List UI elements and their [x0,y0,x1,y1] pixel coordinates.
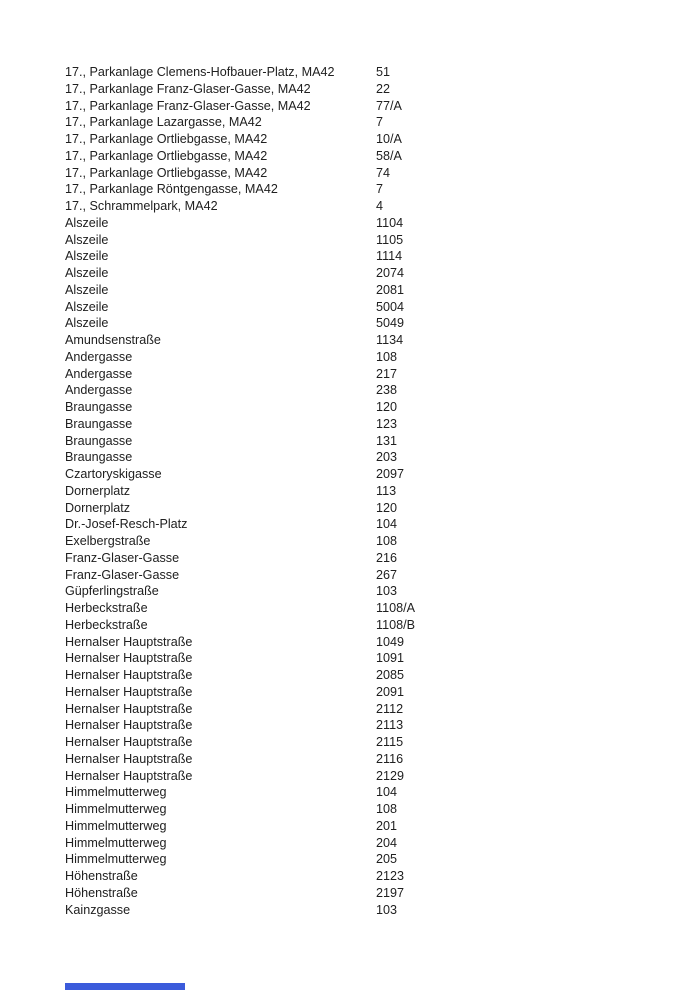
location-name: 17., Parkanlage Franz-Glaser-Gasse, MA42 [65,81,311,96]
list-row [65,449,665,466]
location-number: 2081 [376,282,405,297]
location-number: 203 [376,450,398,465]
location-name: Hernalser Hauptstraße [65,684,193,699]
list-row [65,516,665,533]
location-number: 51 [376,65,391,79]
location-name: 17., Parkanlage Ortliebgasse, MA42 [65,132,268,146]
location-number: 267 [376,567,398,582]
list-row [65,382,665,399]
list-row [65,366,665,383]
list-row [65,282,665,299]
list-row [65,148,665,165]
location-name: Hernalser Hauptstraße [65,634,193,649]
location-name: Braungasse [65,400,133,414]
location-number: 77/A [376,98,402,113]
list-row [65,567,665,584]
list-row [65,717,665,734]
location-name: Franz-Glaser-Gasse [65,567,180,582]
location-name: Andergasse [65,383,133,398]
location-name: Alszeile [65,232,109,247]
list-row [65,433,665,450]
location-name: Himmelmutterweg [65,818,167,833]
location-number: 1108/B [376,617,415,632]
location-number: 2091 [376,684,405,699]
list-row [65,349,665,366]
list-row [65,215,665,232]
location-name: 17., Parkanlage Lazargasse, MA42 [65,115,262,130]
location-name: Hernalser Hauptstraße [65,651,193,666]
location-name: Güpferlingstraße [65,584,159,599]
list-row [65,181,665,198]
list-row [65,500,665,517]
list-row [65,768,665,785]
location-number: 2113 [376,718,404,733]
location-name: Exelbergstraße [65,534,151,548]
location-number: 2129 [376,768,405,783]
list-row [65,617,665,634]
location-number: 216 [376,550,398,565]
list-row [65,784,665,801]
location-name: Andergasse [65,349,133,364]
location-number: 113 [376,483,397,498]
location-number: 217 [376,366,398,381]
location-number: 204 [376,835,398,850]
location-name: Hernalser Hauptstraße [65,668,193,682]
location-number: 104 [376,517,398,532]
list-row [65,332,665,349]
list-row [65,734,665,751]
location-name: Himmelmutterweg [65,785,167,800]
list-row [65,600,665,617]
location-number: 201 [376,818,398,833]
location-number: 108 [376,534,398,548]
list-row [65,131,665,148]
location-name: Alszeile [65,299,109,314]
location-name: Braungasse [65,433,133,448]
location-number: 1134 [376,333,404,347]
list-row [65,299,665,316]
location-name: Himmelmutterweg [65,852,167,867]
list-row [65,885,665,902]
location-number: 123 [376,416,398,431]
location-name: Dornerplatz [65,483,131,498]
location-name: Hernalser Hauptstraße [65,751,193,766]
list-row [65,265,665,282]
location-number: 2197 [376,885,405,900]
list-row [65,701,665,718]
list-row [65,851,665,868]
list-row [65,583,665,600]
location-number: 7 [376,182,384,197]
location-name: Braungasse [65,416,133,431]
location-number: 1049 [376,634,405,649]
location-name: 17., Parkanlage Clemens-Hofbauer-Platz, MA42 [65,65,335,79]
location-name: Alszeile [65,215,109,230]
location-name: Alszeile [65,282,109,297]
list-row [65,667,665,684]
location-name: Franz-Glaser-Gasse [65,550,180,565]
location-name: Herbeckstraße [65,617,148,632]
list-row [65,634,665,651]
location-name: 17., Parkanlage Franz-Glaser-Gasse, MA42 [65,98,311,113]
location-name: Hernalser Hauptstraße [65,718,193,733]
location-number: 120 [376,500,398,515]
list-row [65,835,665,852]
location-name: Andergasse [65,366,133,381]
location-number: 1104 [376,215,404,230]
list-row [65,98,665,115]
location-number: 131 [376,433,398,448]
location-number: 2116 [376,751,404,766]
list-row [65,114,665,131]
location-number: 1091 [376,651,405,666]
list-row [65,81,665,98]
location-name: Herbeckstraße [65,601,148,615]
location-name: Czartoryskigasse [65,467,162,481]
location-name: Dornerplatz [65,500,131,515]
location-name: Hernalser Hauptstraße [65,768,193,783]
location-number: 1108/A [376,601,415,615]
location-number: 2123 [376,869,405,883]
location-name: Amundsenstraße [65,333,161,347]
location-number: 205 [376,852,398,867]
location-number: 2085 [376,668,405,682]
location-number: 2097 [376,467,405,481]
location-name: Alszeile [65,316,109,331]
location-name: 17., Schrammelpark, MA42 [65,199,218,213]
location-number: 103 [376,902,398,917]
location-number: 2074 [376,266,405,280]
list-row [65,165,665,182]
location-name: Hernalser Hauptstraße [65,735,193,749]
location-number: 108 [376,349,398,364]
location-number: 5004 [376,299,405,314]
location-name: Höhenstraße [65,885,138,900]
location-number: 74 [376,165,391,180]
location-name: Alszeile [65,266,109,280]
list-row [65,818,665,835]
location-number: 58/A [376,148,402,163]
list-row [65,248,665,265]
location-name: Hernalser Hauptstraße [65,701,193,716]
list-row [65,684,665,701]
location-number: 2115 [376,735,404,749]
location-number: 7 [376,115,384,130]
list-row [65,198,665,215]
location-number: 108 [376,802,398,816]
location-number: 4 [376,199,384,213]
footer-bar [65,983,185,990]
location-name: 17., Parkanlage Ortliebgasse, MA42 [65,148,268,163]
location-number: 1105 [376,232,404,247]
list-row [65,483,665,500]
list-row [65,232,665,249]
location-name: Kainzgasse [65,902,131,917]
list-row [65,416,665,433]
location-name: Himmelmutterweg [65,835,167,850]
location-name: Alszeile [65,249,109,264]
location-number: 238 [376,383,398,398]
list-row [65,868,665,885]
location-name: 17., Parkanlage Röntgengasse, MA42 [65,182,278,197]
list-row [65,550,665,567]
list-row [65,64,665,81]
location-number: 5049 [376,316,405,331]
location-name: Himmelmutterweg [65,802,167,816]
location-name: Höhenstraße [65,869,138,883]
list-row [65,315,665,332]
location-number: 1114 [376,249,403,264]
location-name: Dr.-Josef-Resch-Platz [65,517,188,532]
location-name: Braungasse [65,450,133,465]
location-name: 17., Parkanlage Ortliebgasse, MA42 [65,165,268,180]
list-row [65,650,665,667]
location-list [65,64,665,918]
list-row [65,801,665,818]
list-row [65,751,665,768]
location-number: 10/A [376,132,402,146]
list-row [65,399,665,416]
location-number: 120 [376,400,398,414]
location-number: 22 [376,81,391,96]
location-number: 104 [376,785,398,800]
list-row [65,466,665,483]
location-number: 103 [376,584,398,599]
location-number: 2112 [376,701,404,716]
list-row [65,533,665,550]
list-row [65,902,665,919]
